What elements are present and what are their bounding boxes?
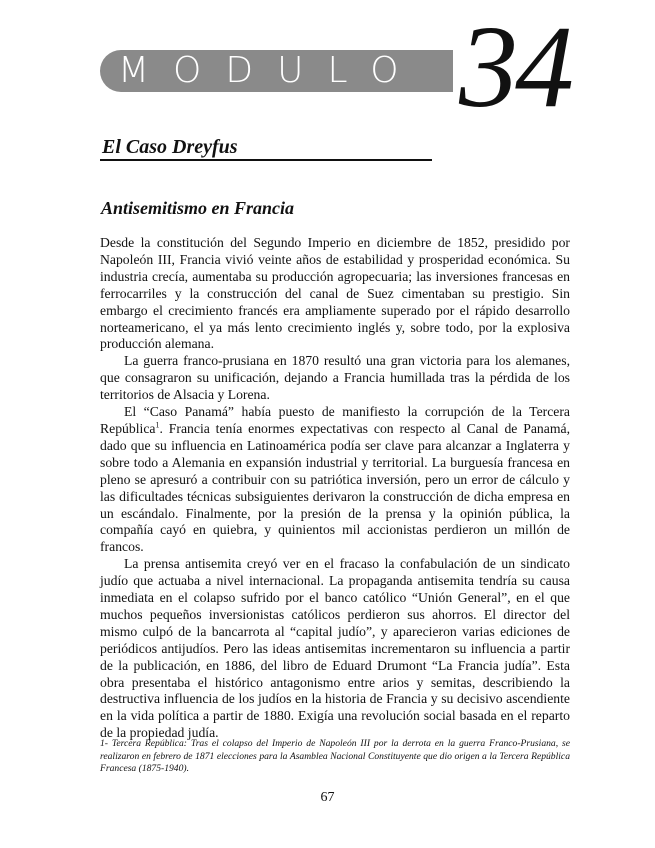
paragraph: La prensa antisemita creyó ver en el fracaso la confabulación de un sindicato judío que actuaba a nivel internacional. La propaganda antisemita tendría su causa inmediata en el colapso sufrido por el banco católico “Unión General”, en el que muchos pequeños inversionistas católicos perdieron sus ahorros. El director del mismo culpó de la bancarrota al “capital judío”, y aparecieron varias ediciones de periódicos antijudíos. Pero las ideas antisemitas incrementaron su influencia a partir de la publicación, en 1886, del libro de Eduard Drumont “La Francia judía”. Esta obra presentaba el histórico antagonismo entre arios y semitas, describiendo la destructiva influencia de los judíos en la historia de Francia y su decisivo ascendiente en la vida política a partir de 1880. Exigía una revolución social basada en el reparto de la propiedad judía. <box>100 556 570 741</box>
paragraph: Desde la constitución del Segundo Imperio en diciembre de 1852, presidido por Napoleón III, Francia vivió veinte años de estabilidad y prosperidad económica. Su industria crecía, aumentaba su producción agropecuaria; las inversiones francesas en ferrocarriles y la construcción del canal de Suez cimentaban su prestigio. Sin embargo el crecimiento francés era ampliamente superado por el rápido desarrollo norteamericano, el ya más lento crecimiento inglés y, sobre todo, por la explosiva producción alemana. <box>100 235 570 352</box>
paragraph-text: El “Caso Panamá” había puesto de manifiesto la corrupción de la Tercera República <box>100 404 570 436</box>
chapter-title: El Caso Dreyfus <box>102 136 238 158</box>
paragraph <box>100 404 570 556</box>
page-number: 67 <box>320 790 335 805</box>
chapter-title-underline <box>100 159 432 161</box>
paragraph-text: . Francia tenía enormes expectativas con respecto al Canal de Panamá, dado que su influencia en Latinoamérica podía ser clave para alcanzar a Inglaterra y sobre todo a Alemania en expansión industrial y territorial. La burguesía francesa en pleno se apresuró a contribuir con su patriótica inversión, pero un error de cálculo y las dificultades técnicas subsiguientes derivaron la construcción de dicha empresa en un escándalo. Finalmente, por la presión de la prensa y la opinión pública, la compañía cayó en quiebra, y quinientos mil accionistas perdieron un millón de francos. <box>100 420 570 555</box>
paragraph: La guerra franco-prusiana en 1870 resultó una gran victoria para los alemanes, que consagraron su unificación, dejando a Francia humillada tras la pérdida de los territorios de Alsacia y Lorena. <box>100 353 570 403</box>
module-label: MODULO <box>118 50 423 91</box>
module-number: 34 <box>453 8 575 126</box>
body-text <box>100 235 570 742</box>
footnote: 1- Tercera República: Tras el colapso del Imperio de Napoleón III por la derrota en la guerra Franco-Prusiana, se realizaron en febrero de 1871 elecciones para la Asamblea Nacional Constituyente que dio origen a la Tercera República Francesa (1875-1940). <box>100 738 570 774</box>
footnote-reference: 1 <box>155 420 160 430</box>
section-title: Antisemitismo en Francia <box>101 198 295 218</box>
